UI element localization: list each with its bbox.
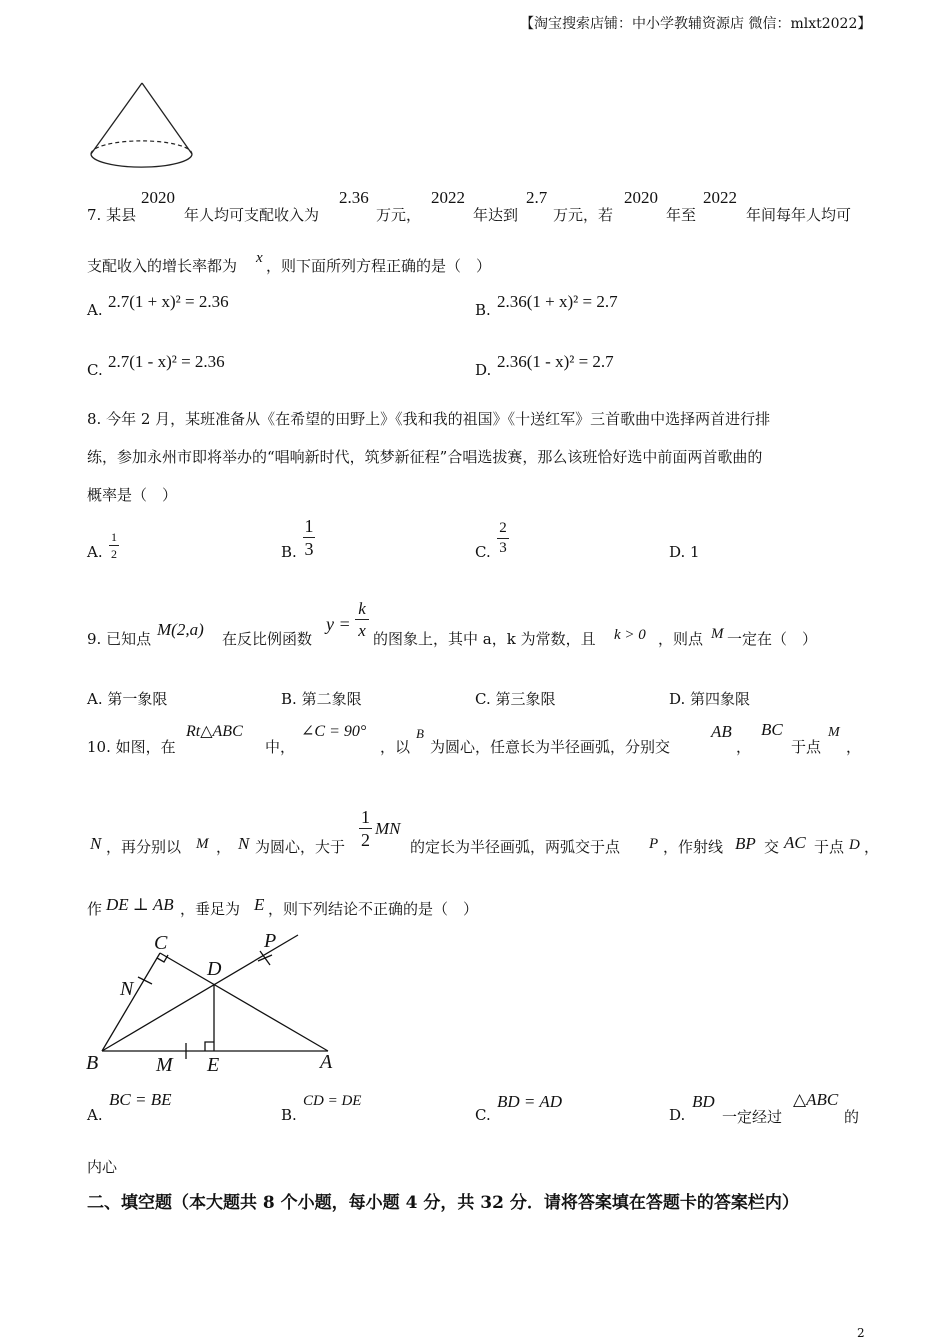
q10-text4: 于点 xyxy=(791,738,822,756)
q8-option-b-fraction: 1 3 xyxy=(304,516,314,559)
q10-option-d-tail: 的 xyxy=(844,1108,860,1126)
cone-figure xyxy=(85,78,200,173)
q10-option-d-expr2: △ABC xyxy=(793,1090,839,1109)
q8-option-d-text: 1 xyxy=(690,543,700,561)
q7-option-b-expr: 2.36(1 + x)² = 2.7 xyxy=(497,292,618,311)
q10-text1: 中， xyxy=(265,738,296,756)
triangle-figure xyxy=(80,925,350,1080)
q10-point-e: E xyxy=(254,895,265,914)
q8-option-a-label: A. xyxy=(87,543,103,561)
q8-line3: 概率是（ ） xyxy=(87,486,178,504)
q10-text10: ，作射线 xyxy=(663,838,724,856)
q9-point: M(2,a) xyxy=(157,620,204,639)
q10-option-d-expr: BD xyxy=(692,1092,715,1111)
q7-line2a: 支配收入的增长率都为 xyxy=(87,257,238,275)
q9-text1: 在反比例函数 xyxy=(222,630,313,648)
q7-text1: 年人均可支配收入为 xyxy=(184,206,320,224)
q7-year1: 2020 xyxy=(141,188,175,207)
q7-option-a-label: A. xyxy=(87,301,103,319)
q10-ac: AC xyxy=(784,833,806,852)
q10-option-b-label: B. xyxy=(281,1106,297,1124)
q10-option-c-label: C. xyxy=(475,1106,491,1124)
q8-line1: 8. 今年 2 月，某班准备从《在希望的田野上》《我和我的祖国》《十送红军》三首歌曲中选择两首进行排 xyxy=(87,410,771,428)
q7-option-a-expr: 2.7(1 + x)² = 2.36 xyxy=(108,292,229,311)
q9-condition: k > 0 xyxy=(614,627,646,643)
q8-option-c-fraction: 2 3 xyxy=(497,521,509,556)
q7-value2: 2.7 xyxy=(526,188,548,207)
q10-angle: ∠C = 90° xyxy=(301,723,367,740)
q10-option-d-label: D. xyxy=(669,1106,686,1124)
q9-text3: ，则点 xyxy=(658,630,704,648)
q7-text3: 年达到 xyxy=(473,206,519,224)
q10-text9: 的定长为半径画弧，两弧交于点 xyxy=(410,838,621,856)
q8-option-a-fraction: 1 2 xyxy=(111,530,117,561)
q8-line2: 练，参加永州市即将举办的“唱响新时代，筑梦新征程”合唱选拔赛，那么该班恰好选中前面两首歌曲的 xyxy=(87,448,763,466)
page-number: 2 xyxy=(857,1326,865,1340)
q10-point-n: N xyxy=(90,834,102,853)
q10-point-b: B xyxy=(416,726,424,741)
label-d: D xyxy=(207,958,222,980)
q10-text6: ，再分别以 xyxy=(106,838,182,856)
right-angle-e xyxy=(205,1042,214,1051)
q10-point-n2: N xyxy=(238,834,250,853)
q10-option-d-wrap: 内心 xyxy=(87,1158,118,1176)
q9-text4: 一定在（ ） xyxy=(727,630,818,648)
q7-line2b: ，则下面所列方程正确的是（ ） xyxy=(266,257,492,275)
q10-option-a-expr: BC = BE xyxy=(109,1090,172,1109)
q7-var-x: x xyxy=(256,250,263,266)
q7-text2: 万元， xyxy=(376,206,422,224)
q10-text5: ， xyxy=(846,738,862,756)
q10-point-m: M xyxy=(828,725,840,740)
q7-text6: 年间每年人均可 xyxy=(746,206,852,224)
label-a: A xyxy=(320,1051,333,1073)
label-c: C xyxy=(154,932,168,954)
q10-point-m2: M xyxy=(196,836,209,852)
page-header: 【淘宝搜索店铺：中小学教辅资源店 微信：mlxt2022】 xyxy=(520,16,872,32)
q10-text11: 交 xyxy=(764,838,780,856)
q9-point-m: M xyxy=(711,626,724,642)
q10-point-p: P xyxy=(649,836,659,852)
q8-option-b-label: B. xyxy=(281,543,297,561)
q10-text8: 为圆心，大于 xyxy=(255,838,346,856)
q9-option-b: B. 第二象限 xyxy=(281,690,362,708)
label-b: B xyxy=(86,1052,99,1074)
q10-text13: ， xyxy=(864,838,880,856)
q9-text2: 的图象上，其中 a，k 为常数，且 xyxy=(373,630,596,648)
q8-option-c-label: C. xyxy=(475,543,491,561)
q10-text12: 于点 xyxy=(814,838,845,856)
q7-option-c-expr: 2.7(1 - x)² = 2.36 xyxy=(108,352,225,371)
q9-func-y: y = xyxy=(326,614,351,634)
q10-text14: 作 xyxy=(87,900,103,918)
q10-text7: ， xyxy=(216,838,232,856)
q10-option-a-label: A. xyxy=(87,1106,103,1124)
q10-lead: 10. 如图，在 xyxy=(87,738,176,756)
q7-year3: 2020 xyxy=(624,188,658,207)
q7-year4: 2022 xyxy=(703,188,737,207)
q10-text3: 为圆心，任意长为半径画弧，分别交 xyxy=(430,738,671,756)
q7-option-d-label: D. xyxy=(475,361,492,379)
q9-option-a: A. 第一象限 xyxy=(87,690,168,708)
q9-func-fraction: k x xyxy=(355,600,369,639)
segment-bc xyxy=(102,953,160,1051)
q10-perp: DE ⊥ AB xyxy=(106,895,174,914)
q10-point-d: D xyxy=(849,837,860,853)
q10-bp: BP xyxy=(735,834,756,853)
q10-mn: MN xyxy=(375,819,401,838)
q10-text15: ，垂足为 xyxy=(180,900,241,918)
label-p: P xyxy=(264,930,277,952)
q8-option-d-label: D. xyxy=(669,543,686,561)
q7-text5: 年至 xyxy=(666,206,697,224)
q10-text16: ，则下列结论不正确的是（ ） xyxy=(268,900,479,918)
q10-option-d-text: 一定经过 xyxy=(722,1108,783,1126)
label-e: E xyxy=(207,1054,220,1076)
q7-option-d-expr: 2.36(1 - x)² = 2.7 xyxy=(497,352,614,371)
q9-option-d: D. 第四象限 xyxy=(669,690,751,708)
q10-text2: ，以 xyxy=(380,738,411,756)
q7-option-c-label: C. xyxy=(87,361,103,379)
q7-value1: 2.36 xyxy=(339,188,369,207)
q7-text4: 万元，若 xyxy=(553,206,614,224)
q7-lead: 7. 某县 xyxy=(87,206,137,224)
q10-triangle: Rt△ABC xyxy=(186,723,243,740)
q10-bc: BC xyxy=(761,720,783,739)
q7-year2: 2022 xyxy=(431,188,465,207)
q9-lead: 9. 已知点 xyxy=(87,630,152,648)
section-2-heading: 二、填空题（本大题共 8 个小题，每小题 4 分，共 32 分．请将答案填在答题卡的答案栏内） xyxy=(87,1193,799,1213)
q10-comma: ， xyxy=(736,738,752,756)
label-m: M xyxy=(156,1054,173,1076)
q10-ab: AB xyxy=(711,722,732,741)
q10-half-fraction: 1 2 xyxy=(361,807,370,850)
q9-option-c: C. 第三象限 xyxy=(475,690,556,708)
q7-option-b-label: B. xyxy=(475,301,491,319)
q10-option-c-expr: BD = AD xyxy=(497,1092,562,1111)
label-n: N xyxy=(120,978,134,1000)
q10-option-b-expr: CD = DE xyxy=(303,1093,362,1109)
